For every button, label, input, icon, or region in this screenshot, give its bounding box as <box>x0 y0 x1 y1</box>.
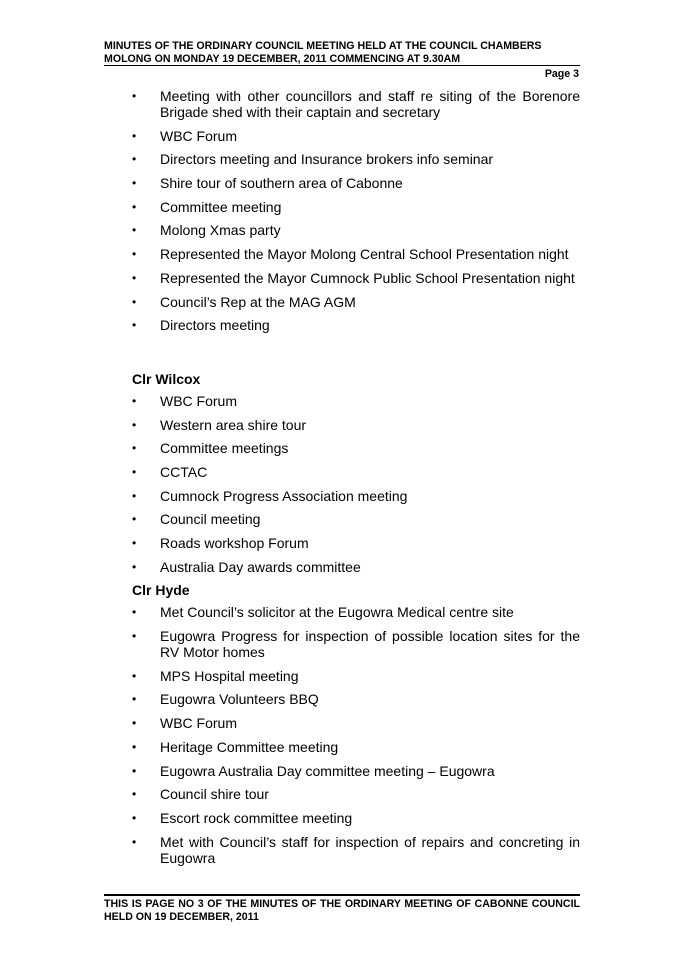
list-item <box>104 786 580 802</box>
list-item-text: Directors meeting <box>160 317 270 334</box>
bullet-icon: • <box>132 834 137 849</box>
bullet-icon: • <box>132 763 137 778</box>
list-item <box>104 628 580 660</box>
list-item-text: Heritage Committee meeting <box>160 738 339 755</box>
list-item-text: Eugowra Progress for inspection of possible location sites for the RV Motor homes <box>160 628 580 661</box>
bullet-icon: • <box>132 128 137 143</box>
list-item <box>104 440 580 456</box>
list-item <box>104 834 580 866</box>
bullet-icon: • <box>132 488 137 503</box>
list-item-text: Met with Council’s staff for inspection of repairs and concreting in Eugowra <box>160 833 580 866</box>
list-item <box>104 604 580 620</box>
list-item-text: Committee meetings <box>160 440 289 457</box>
list-item <box>104 535 580 551</box>
list-item-text: CCTAC <box>160 463 208 480</box>
list-item <box>104 270 580 286</box>
list-item <box>104 317 580 333</box>
list-item <box>104 810 580 826</box>
list-item <box>104 294 580 310</box>
bullet-icon: • <box>132 393 137 408</box>
list-item <box>104 511 580 527</box>
list-item-text: Directors meeting and Insurance brokers info seminar <box>160 151 494 168</box>
bullet-icon: • <box>132 441 137 456</box>
list-item-text: Cumnock Progress Association meeting <box>160 487 408 504</box>
bullet-icon: • <box>132 692 137 707</box>
intro-list <box>104 88 580 333</box>
bullet-icon: • <box>132 810 137 825</box>
bullet-icon: • <box>132 417 137 432</box>
bullet-icon: • <box>132 787 137 802</box>
list-item-text: Meeting with other councillors and staff re siting of the Borenore Brigade shed with their captain and secretary <box>160 88 580 120</box>
bullet-icon: • <box>132 89 137 103</box>
list-item <box>104 393 580 409</box>
list-item <box>104 417 580 433</box>
page-number: Page 3 <box>544 68 579 80</box>
bullet-icon: • <box>132 629 137 644</box>
list-item <box>104 151 580 167</box>
bullet-icon: • <box>132 559 137 574</box>
page-content <box>104 88 580 873</box>
header-divider <box>104 65 580 66</box>
list-item-text: Western area shire tour <box>160 416 307 433</box>
hyde-list <box>104 604 580 865</box>
list-item <box>104 668 580 684</box>
footer-divider <box>104 894 580 896</box>
list-item <box>104 222 580 238</box>
page-header <box>104 40 580 65</box>
list-item-text: Escort rock committee meeting <box>160 809 353 826</box>
bullet-icon: • <box>132 223 137 238</box>
list-item-text: Eugowra Volunteers BBQ <box>160 691 319 708</box>
bullet-icon: • <box>132 668 137 683</box>
list-item-text: Represented the Mayor Cumnock Public School Presentation night <box>160 269 575 286</box>
list-item <box>104 559 580 575</box>
list-item-text: WBC Forum <box>160 392 237 409</box>
header-line-2: MOLONG ON MONDAY 19 DECEMBER, 2011 COMMENCING AT 9.30AM <box>104 52 461 65</box>
header-line-1: MINUTES OF THE ORDINARY COUNCIL MEETING HELD AT THE COUNCIL CHAMBERS <box>104 40 542 52</box>
list-item-text: Australia Day awards committee <box>160 558 361 575</box>
list-item-text: Council shire tour <box>160 786 269 803</box>
list-item <box>104 488 580 504</box>
list-item <box>104 715 580 731</box>
list-item-text: Met Council’s solicitor at the Eugowra Medical centre site <box>160 604 514 621</box>
list-item <box>104 246 580 262</box>
bullet-icon: • <box>132 294 137 309</box>
bullet-icon: • <box>132 739 137 754</box>
list-item-text: Council’s Rep at the MAG AGM <box>160 293 356 310</box>
section-title-wilcox: Clr Wilcox <box>132 370 201 387</box>
list-item-text: Roads workshop Forum <box>160 535 309 551</box>
section-title-hyde: Clr Hyde <box>132 582 190 599</box>
bullet-icon: • <box>132 199 137 214</box>
list-item <box>104 739 580 755</box>
list-item <box>104 199 580 215</box>
bullet-icon: • <box>132 152 137 167</box>
list-item <box>104 88 580 120</box>
list-item-text: WBC Forum <box>160 715 237 732</box>
list-item-text: WBC Forum <box>160 127 237 144</box>
bullet-icon: • <box>132 464 137 479</box>
bullet-icon: • <box>132 512 137 527</box>
bullet-icon: • <box>132 605 137 620</box>
bullet-icon: • <box>132 247 137 262</box>
wilcox-list <box>104 393 580 575</box>
list-item <box>104 691 580 707</box>
bullet-icon: • <box>132 536 137 550</box>
list-item <box>104 128 580 144</box>
list-item-text: Represented the Mayor Molong Central School Presentation night <box>160 246 569 263</box>
list-item <box>104 175 580 191</box>
list-item-text: Committee meeting <box>160 198 282 215</box>
list-item <box>104 464 580 480</box>
page-footer: THIS IS PAGE NO 3 OF THE MINUTES OF THE ORDINARY MEETING OF CABONNE COUNCIL HELD ON 19 DECEMBER, 2011 <box>104 898 580 923</box>
list-item-text: Shire tour of southern area of Cabonne <box>160 175 403 192</box>
section-spacer <box>104 341 580 371</box>
bullet-icon: • <box>132 716 137 731</box>
list-item-text: Council meeting <box>160 511 261 528</box>
list-item-text: Molong Xmas party <box>160 222 281 239</box>
bullet-icon: • <box>132 270 137 285</box>
bullet-icon: • <box>132 318 137 333</box>
bullet-icon: • <box>132 176 137 191</box>
list-item-text: MPS Hospital meeting <box>160 667 299 684</box>
list-item <box>104 763 580 779</box>
list-item-text: Eugowra Australia Day committee meeting – Eugowra <box>160 762 495 779</box>
